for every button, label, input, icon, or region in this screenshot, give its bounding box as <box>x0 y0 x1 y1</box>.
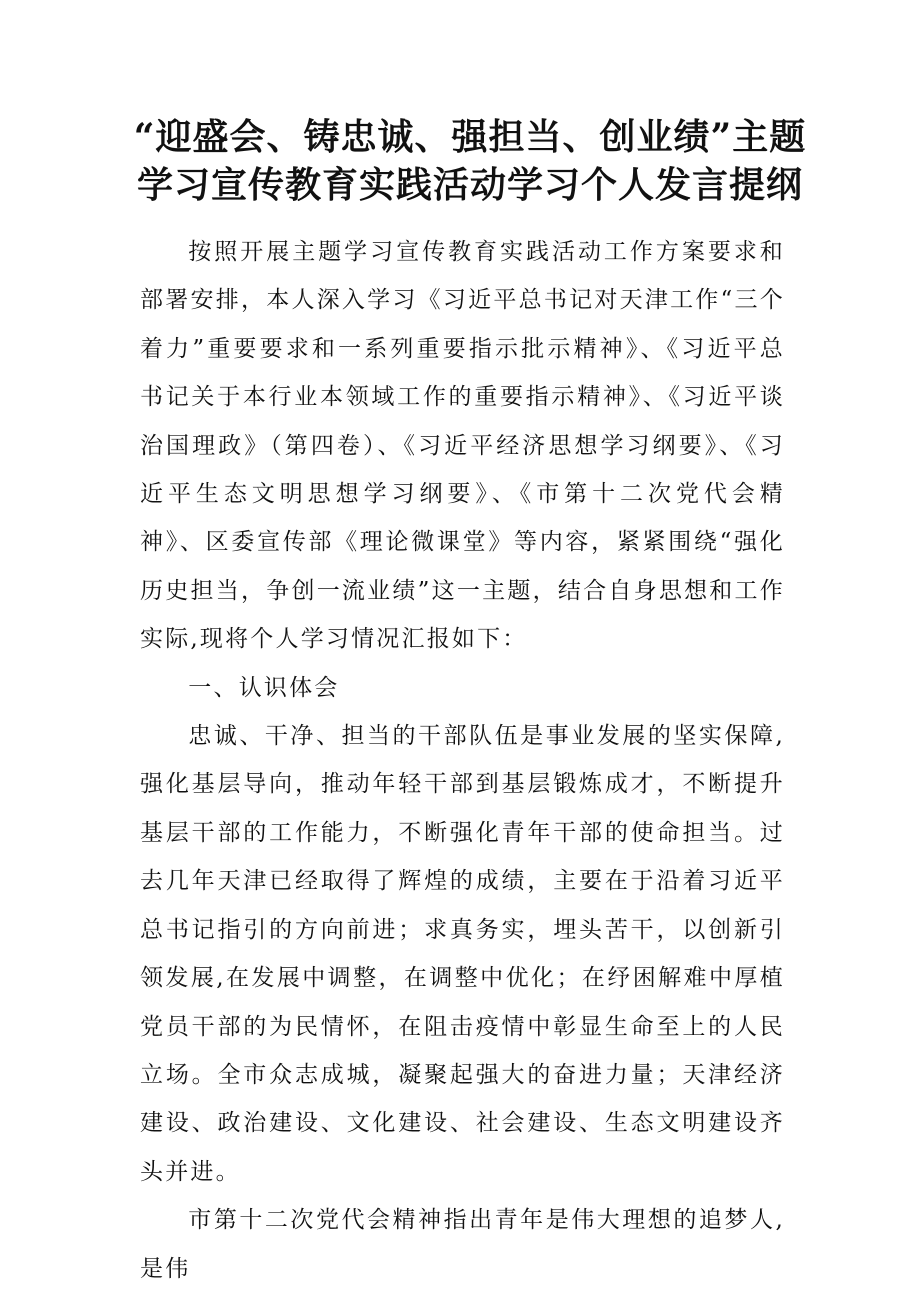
intro-paragraph: 按照开展主题学习宣传教育实践活动工作方案要求和部署安排，本人深入学习《习近平总书记对天津工作“三个着力”重要要求和一系列重要指示批示精神》、《习近平总书记关于本行业本领域工作的重要指示精神》、《习近平谈治国理政》（第四卷）、《习近平经济思想学习纲要》、《习近平生态文明思想学习纲要》、《市第十二次党代会精神》、区委宣传部《理论微课堂》等内容，紧紧围绕“强化历史担当，争创一流业绩”这一主题，结合自身思想和工作实际,现将个人学习情况汇报如下： <box>140 239 785 653</box>
body-paragraph-continued: 市第十二次党代会精神指出青年是伟大理想的追梦人,是伟 <box>140 1207 785 1282</box>
section-heading: 一、认识体会 <box>188 674 340 701</box>
document-title-line-1: “迎盛会、铸忠诚、强担当、创业绩”主题 <box>133 116 807 158</box>
document-body <box>140 228 785 1293</box>
body-paragraph: 忠诚、干净、担当的干部队伍是事业发展的坚实保障,强化基层导向，推动年轻干部到基层锻炼成才，不断提升基层干部的工作能力，不断强化青年干部的使命担当。过去几年天津已经取得了辉煌的成绩，主要在于沿着习近平总书记指引的方向前进；求真务实，埋头苦干，以创新引领发展,在发展中调整，在调整中优化；在纾困解难中厚植党员干部的为民情怀，在阻击疫情中彰显生命至上的人民立场。全市众志成城，凝聚起强大的奋进力量；天津经济建设、政治建设、文化建设、社会建设、生态文明建设齐头并进。 <box>140 723 785 1185</box>
document-title-line-2: 学习宣传教育实践活动学习个人发言提纲 <box>136 164 803 206</box>
